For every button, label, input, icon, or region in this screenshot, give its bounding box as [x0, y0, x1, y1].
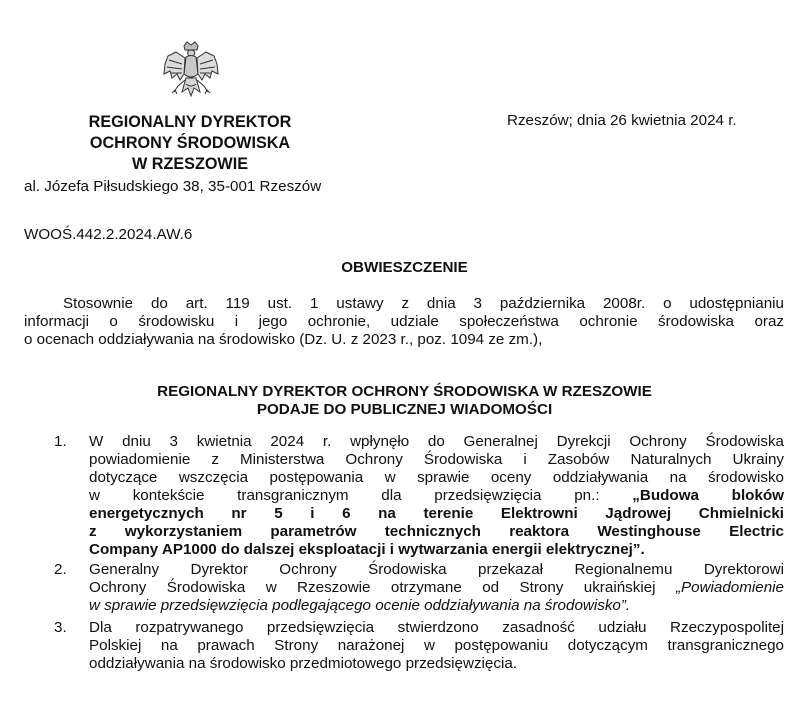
list-item-number: 1.	[54, 433, 67, 450]
office-name-line-2: OCHRONY ŚRODOWISKA	[89, 134, 291, 152]
list-item-line: Generalny Dyrektor Ochrony Środowiska przekazał Regionalnemu Dyrektorowi	[89, 561, 784, 578]
project-name-start: „Budowa bloków	[632, 487, 784, 504]
project-name-line: Company AP1000 do dalszej eksploatacji i wytwarzania energii elektrycznej”.	[89, 541, 645, 558]
announcement-heading	[0, 383, 809, 419]
list-item	[56, 433, 784, 559]
project-name-line: z wykorzystaniem parametrów technicznych reaktora Westinghouse Electric	[89, 523, 784, 540]
notification-title-line: w sprawie przedsięwzięcia podlegającego ocenie oddziaływania na środowisko”.	[89, 597, 631, 614]
intro-line-1: Stosownie do art. 119 ust. 1 ustawy z dnia 3 października 2008r. o udostępnianiu	[63, 295, 784, 312]
list-item-line: w kontekście transgranicznym dla przedsięwzięcia pn.:	[89, 487, 600, 504]
announcement-heading-line-2: PODAJE DO PUBLICZNEJ WIADOMOŚCI	[256, 401, 553, 418]
project-name-line: energetycznych nr 5 i 6 na terenie Elektrowni Jądrowej Chmielnicki	[89, 505, 784, 522]
intro-line-3: o ocenach oddziaływania na środowisko (Dz. U. z 2023 r., poz. 1094 ze zm.),	[24, 331, 543, 348]
list-item-line: oddziaływania na środowisko przedmiotowego przedsięwzięcia.	[89, 655, 518, 672]
list-item-line-mixed	[89, 579, 784, 597]
place-and-date: Rzeszów; dnia 26 kwietnia 2024 r.	[507, 112, 737, 129]
numbered-list	[56, 433, 784, 673]
polish-eagle-emblem	[160, 40, 222, 108]
list-item-line-mixed	[89, 487, 784, 505]
list-item-line: W dniu 3 kwietnia 2024 r. wpłynęło do Generalnej Dyrekcji Ochrony Środowiska	[89, 433, 784, 450]
list-item-line: powiadomienie z Ministerstwa Ochrony Środowiska i Zasobów Naturalnych Ukrainy	[89, 451, 784, 468]
office-name-line-1: REGIONALNY DYREKTOR	[88, 113, 292, 131]
list-item-line: dotyczące wszczęcia postępowania w sprawie oceny oddziaływania na środowisko	[89, 469, 784, 486]
list-item-line: Dla rozpatrywanego przedsięwzięcia stwierdzono zasadność udziału Rzeczypospolitej	[89, 619, 784, 636]
list-item	[56, 561, 784, 615]
notification-title-start: „Powiadomienie	[675, 579, 784, 596]
list-item-number: 2.	[54, 561, 67, 578]
list-item-line: Ochrony Środowiska w Rzeszowie otrzymane od Strony ukraińskiej	[89, 579, 656, 596]
list-item-line: Polskiej na prawach Strony narażonej w postępowaniu dotyczącym transgranicznego	[89, 637, 784, 654]
intro-line-2: informacji o środowisku i jego ochronie, udziale społeczeństwa ochronie środowiska oraz	[24, 313, 784, 330]
announcement-heading-line-1: REGIONALNY DYREKTOR OCHRONY ŚRODOWISKA W RZESZOWIE	[157, 383, 652, 400]
list-item	[56, 619, 784, 673]
intro-paragraph	[24, 295, 784, 349]
case-reference: WOOŚ.442.2.2024.AW.6	[24, 226, 193, 243]
list-item-number: 3.	[54, 619, 67, 636]
office-address: al. Józefa Piłsudskiego 38, 35-001 Rzeszów	[24, 178, 322, 195]
office-name-line-3: W RZESZOWIE	[132, 155, 248, 173]
document-title: OBWIESZCZENIE	[341, 259, 468, 276]
